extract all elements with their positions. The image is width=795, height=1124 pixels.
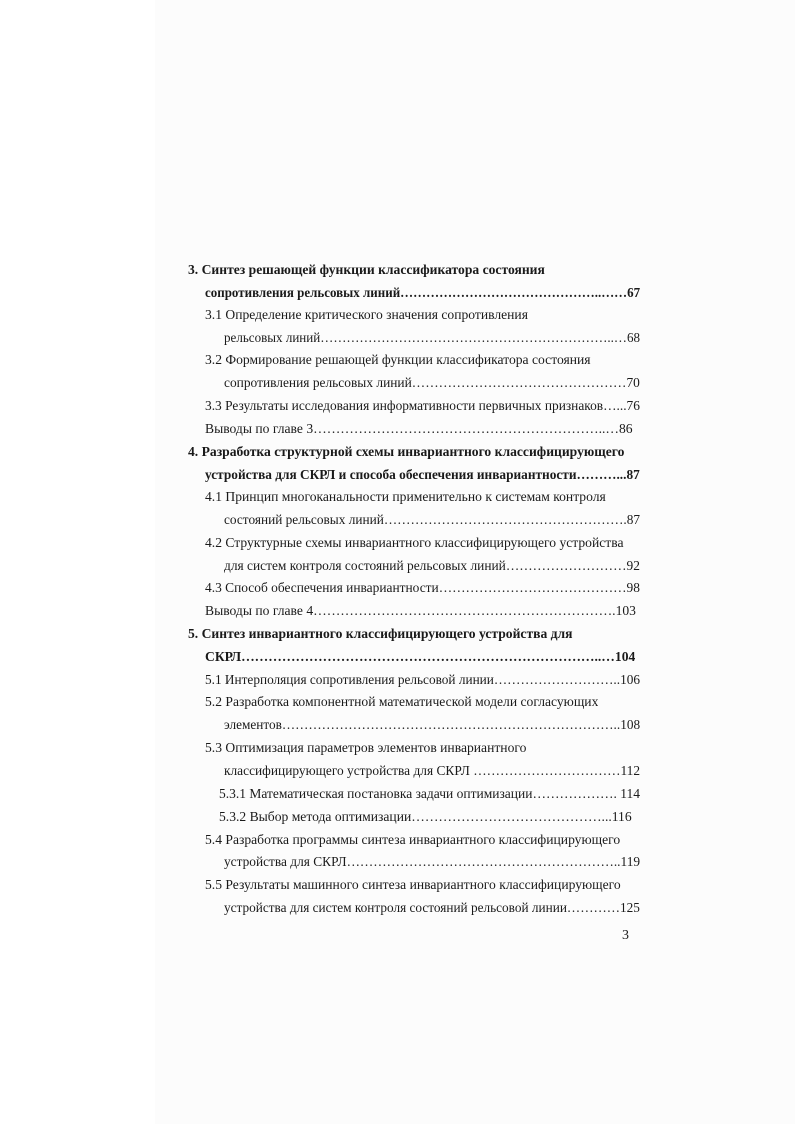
toc-entry-5-4-line-1: 5.4 Разработка программы синтеза инвариантного классифицирующего [205, 832, 621, 847]
toc-entry-5-3-1: 5.3.1 Математическая постановка задачи оптимизации………………. 114 [219, 786, 640, 801]
toc-entry-4-1-line-2: состояний рельсовых линий……………………………………………….87 [224, 512, 641, 527]
toc-entry-5-3-line-2: классифицирующего устройства для СКРЛ ……………………………112 [224, 763, 641, 778]
toc-entry-5-5-line-1: 5.5 Результаты машинного синтеза инвариантного классифицирующего [205, 877, 621, 892]
toc-entry-5-2-line-1: 5.2 Разработка компонентной математической модели согласующих [205, 694, 599, 709]
toc-entry-4-1-line-1: 4.1 Принцип многоканальности применительно к системам контроля [205, 489, 606, 504]
toc-entry-3-2-line-1: 3.2 Формирование решающей функции классификатора состояния [205, 352, 591, 367]
toc-entry-5-5-line-2: устройства для систем контроля состояний рельсовой линии…………125 [224, 900, 640, 915]
toc-entry-3-3: 3.3 Результаты исследования информативности первичных признаков…...76 [205, 398, 640, 413]
toc-entry-conclusions-3: Выводы по главе 3………………………………………………………..…86 [205, 421, 633, 436]
toc-entry-3-2-line-2: сопротивления рельсовых линий…………………………………………70 [224, 375, 640, 390]
toc-entry-3-title-1: 3. Синтез решающей функции классификатора состояния [188, 262, 545, 277]
toc-entry-3-title-2: сопротивления рельсовых линий………………………………………..……67 [205, 285, 641, 300]
toc-entry-5-3-line-1: 5.3 Оптимизация параметров элементов инвариантного [205, 740, 527, 755]
toc-entry-4-2-line-1: 4.2 Структурные схемы инвариантного классифицирующего устройства [205, 535, 624, 550]
toc-entry-5-title-2: СКРЛ……………………………………………………………………..…104 [205, 649, 636, 664]
toc-entry-5-4-line-2: устройства для СКРЛ……………………………………………………..119 [224, 854, 641, 869]
page-number: 3 [622, 928, 629, 943]
toc-entry-3-1-line-1: 3.1 Определение критического значения сопротивления [205, 307, 528, 322]
toc-entry-4-3: 4.3 Способ обеспечения инвариантности……………………………………98 [205, 580, 640, 595]
toc-entry-5-title-1: 5. Синтез инвариантного классифицирующего устройства для [188, 626, 573, 641]
toc-entry-conclusions-4: Выводы по главе 4………………………………………………………….103 [205, 603, 636, 618]
toc-entry-5-2-line-2: элементов…………………………………………………………………..108 [224, 717, 641, 732]
toc-entry-3-1-line-2: рельсовых линий…………………………………………………………..…68 [224, 330, 640, 345]
toc-entry-4-2-line-2: для систем контроля состояний рельсовых линий………………………92 [224, 558, 640, 573]
toc-entry-5-1: 5.1 Интерполяция сопротивления рельсовой линии………………………..106 [205, 672, 640, 687]
toc-entry-4-title-2: устройства для СКРЛ и способа обеспечения инвариантности………...87 [205, 467, 640, 482]
toc-entry-4-title-1: 4. Разработка структурной схемы инвариантного классифицирующего [188, 444, 625, 459]
toc-entry-5-3-2: 5.3.2 Выбор метода оптимизации……………………………………...116 [219, 809, 632, 824]
